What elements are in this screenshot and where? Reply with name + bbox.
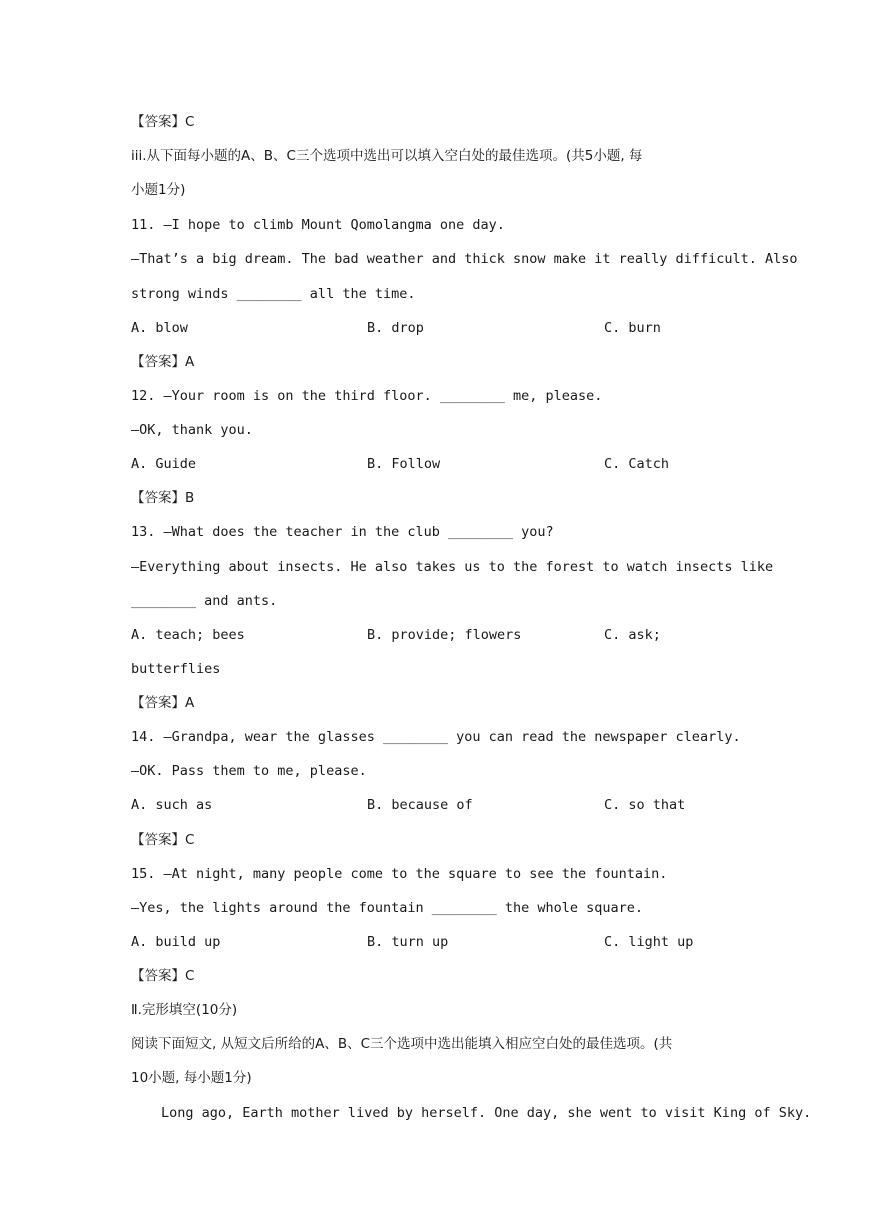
section-instruction-cont: 小题1分) [131,182,186,198]
option-b: B. provide; flowers [367,627,522,643]
option-c: C. Catch [604,456,670,472]
section-instruction: iii.从下面每小题的A、B、C三个选项中选出可以填入空白处的最佳选项。(共5小题, 每 [131,148,643,164]
question-14-line2: —OK. Pass them to me, please. [131,763,367,779]
option-c: C. burn [604,320,661,336]
option-c: C. ask; [604,627,661,643]
answer-label: 【答案】C [131,114,195,130]
section-instruction-cont: 10小题, 每小题1分) [131,1070,252,1086]
option-c-wrap: butterflies [131,661,221,677]
answer-label: 【答案】A [131,354,195,370]
option-a: A. such as [131,797,213,813]
question-11-line3: strong winds ________ all the time. [131,286,416,302]
answer-label: 【答案】A [131,695,195,711]
question-15-line2: —Yes, the lights around the fountain ________ the whole square. [131,900,644,916]
section-instruction: 阅读下面短文, 从短文后所给的A、B、C三个选项中选出能填入相应空白处的最佳选项。(共 [131,1036,673,1052]
question-13: 13. —What does the teacher in the club ________ you? [131,524,554,540]
question-15: 15. —At night, many people come to the square to see the fountain. [131,866,668,882]
question-11-line2: —That’s a big dream. The bad weather and thick snow make it really difficult. Also [131,251,798,267]
answer-label: 【答案】B [131,490,195,506]
option-a: A. Guide [131,456,197,472]
option-b: B. because of [367,797,473,813]
option-c: C. light up [604,934,694,950]
question-13-line3: ________ and ants. [131,593,278,609]
answer-label: 【答案】C [131,968,195,984]
option-b: B. turn up [367,934,449,950]
section-heading: Ⅱ.完形填空(10分) [131,1002,238,1018]
option-b: B. drop [367,320,424,336]
option-a: A. teach; bees [131,627,245,643]
passage-paragraph: Long ago, Earth mother lived by herself. One day, she went to visit King of Sky. [161,1105,812,1121]
option-a: A. blow [131,320,188,336]
option-b: B. Follow [367,456,441,472]
option-c: C. so that [604,797,686,813]
question-14: 14. —Grandpa, wear the glasses ________ you can read the newspaper clearly. [131,729,741,745]
question-12: 12. —Your room is on the third floor. ________ me, please. [131,388,603,404]
question-12-line2: —OK, thank you. [131,422,253,438]
option-a: A. build up [131,934,221,950]
answer-label: 【答案】C [131,832,195,848]
question-13-line2: —Everything about insects. He also takes us to the forest to watch insects like [131,559,774,575]
question-11: 11. —I hope to climb Mount Qomolangma one day. [131,217,505,233]
